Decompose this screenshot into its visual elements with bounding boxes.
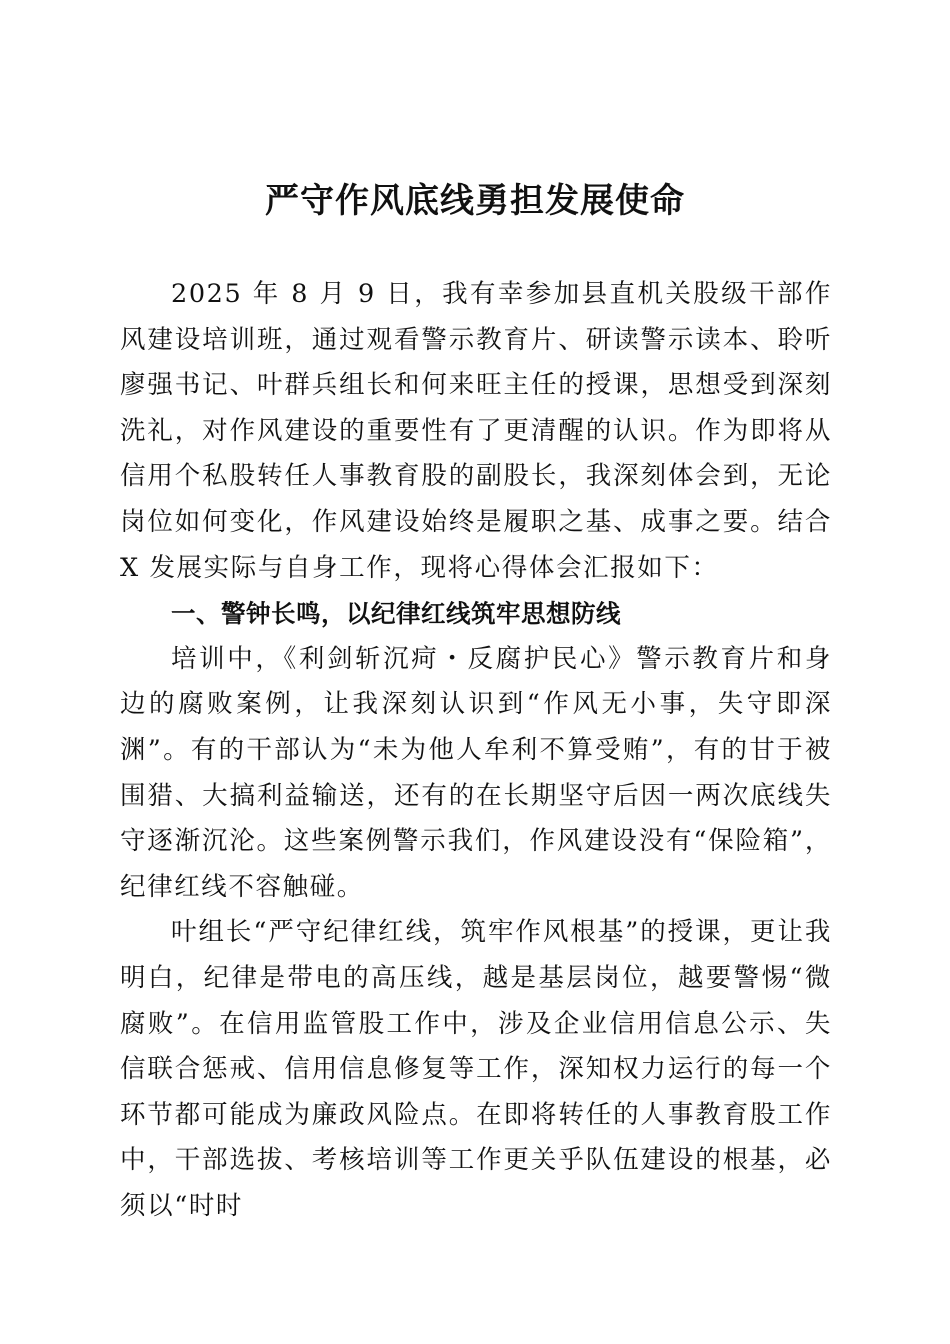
section-heading-1: 一、警钟长鸣，以纪律红线筑牢思想防线 (171, 599, 621, 629)
document-title: 严守作风底线勇担发展使命 (265, 181, 685, 221)
intro-paragraph: 2025 年 8 月 9 日，我有幸参加县直机关股级干部作风建设培训班，通过观看警示教育片、研读警示读本、聆听廖强书记、叶群兵组长和何来旺主任的授课，思想受到深刻洗礼，对作风建设的重要性有了更清醒的认识。作为即将从信用个私股转任人事教育股的副股长，我深刻体会到，无论岗位如何变化，作风建设始终是履职之基、成事之要。结合 X 发展实际与自身工作，现将心得体会汇报如下： (120, 279, 832, 583)
document-body (120, 272, 832, 1229)
section1-paragraph-1: 培训中，《利剑斩沉疴・反腐护民心》警示教育片和身边的腐败案例，让我深刻认识到“作风无小事，失守即深渊”。有的干部认为“未为他人牟利不算受贿”，有的甘于被围猎、大搞利益输送，还有的在长期坚守后因一两次底线失守逐渐沉沦。这些案例警示我们，作风建设没有“保险箱”，纪律红线不容触碰。 (120, 643, 832, 902)
section1-paragraph-2: 叶组长“严守纪律红线，筑牢作风根基”的授课，更让我明白，纪律是带电的高压线，越是基层岗位，越要警惕“微腐败”。在信用监管股工作中，涉及企业信用信息公示、失信联合惩戒、信用信息修复等工作，深知权力运行的每一个环节都可能成为廉政风险点。在即将转任的人事教育股工作中，干部选拔、考核培训等工作更关乎队伍建设的根基，必须以“时时 (120, 917, 832, 1221)
